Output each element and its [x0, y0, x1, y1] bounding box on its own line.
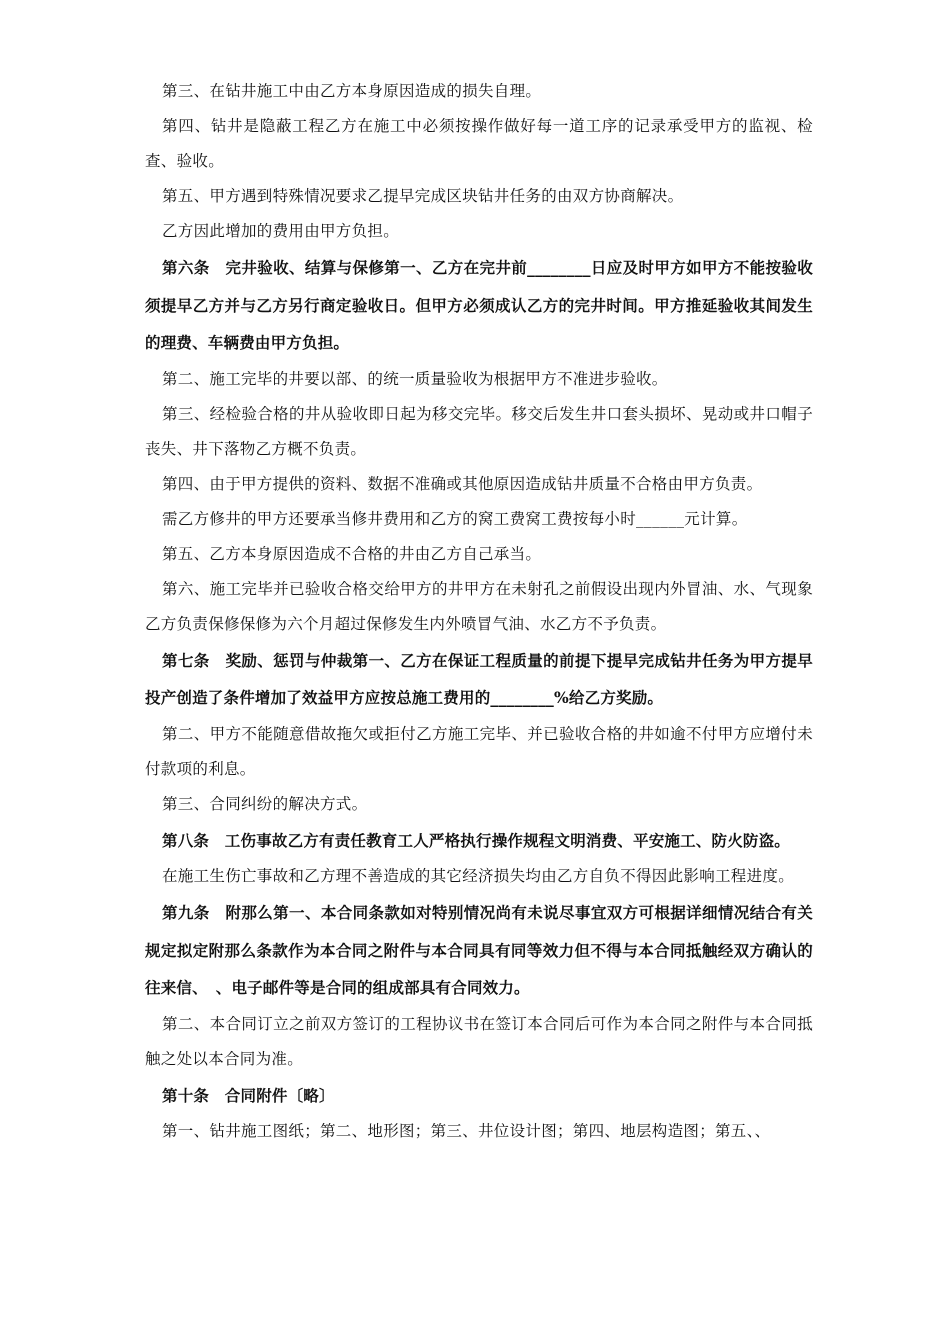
paragraph-18: 第二、本合同订立之前双方签订的工程协议书在签订本合同后可作为本合同之附件与本合同抵触之处以本合同为准。 — [145, 1014, 813, 1068]
paragraph-8: 第四、由于甲方提供的资料、数据不准确或其他原因造成钻井质量不合格由甲方负责。 — [162, 474, 763, 493]
paragraph-9: 需乙方修井的甲方还要承当修井费用和乙方的窝工费窝工费按每小时______元计算。 — [162, 509, 748, 528]
article-10-heading: 第十条 合同附件〔略〕 — [162, 1085, 335, 1105]
paragraph-20: 第一、钻井施工图纸；第二、地形图；第三、井位设计图；第四、地层构造图；第五、、 — [162, 1122, 771, 1140]
paragraph-2: 第四、钻井是隐蔽工程乙方在施工中必须按操作做好每一道工序的记录承受甲方的监视、检查、验收。 — [145, 117, 813, 170]
paragraph-16: 在施工生伤亡事故和乙方理不善造成的其它经济损失均由乙方自负不得因此影响工程进度。 — [162, 867, 795, 885]
article-8-heading: 第八条 工伤事故乙方有责任教育工人严格执行操作规程文明消费、平安施工、防火防盗。 — [162, 830, 791, 850]
document-page — [145, 74, 813, 1149]
article-9-heading: 第九条 附那么第一、本合同条款如对特别情况尚有未说尽事宜双方可根据详细情况结合有关规定拟定附那么条款作为本合同之附件与本合同具有同等效力但不得与本合同抵触经双方确认的往来信、 、电子邮件等是合同的组成部具有合同效力。 — [145, 903, 813, 997]
paragraph-11: 第六、施工完毕并已验收合格交给甲方的井甲方在未射孔之前假设出现内外冒油、水、气现象乙方负责保修保修为六个月超过保修发生内外喷冒气油、水乙方不予负责。 — [145, 579, 813, 633]
paragraph-7: 第三、经检验合格的井从验收即日起为移交完毕。移交后发生井口套头损坏、晃动或井口帽子丧失、井下落物乙方概不负责。 — [145, 404, 813, 458]
paragraph-3: 第五、甲方遇到特殊情况要求乙提早完成区块钻井任务的由双方协商解决。 — [162, 187, 684, 205]
paragraph-1: 第三、在钻井施工中由乙方本身原因造成的损失自理。 — [162, 82, 542, 100]
article-7-heading: 第七条 奖励、惩罚与仲裁第一、乙方在保证工程质量的前提下提早完成钻井任务为甲方提早投产创造了条件增加了效益甲方应按总施工费用的________%给乙方奖励。 — [145, 650, 813, 707]
paragraph-4: 乙方因此增加的费用由甲方负担。 — [162, 222, 400, 240]
paragraph-14: 第三、合同纠纷的解决方式。 — [162, 794, 368, 813]
article-6-heading: 第六条 完井验收、结算与保修第一、乙方在完井前________日应及时甲方如甲方不能按验收须提早乙方并与乙方另行商定验收日。但甲方必须成认乙方的完井时间。甲方推延验收其间发生的理费、车辆费由甲方负担。 — [145, 258, 813, 352]
paragraph-6: 第二、施工完毕的井要以部、的统一质量验收为根据甲方不准进步验收。 — [162, 369, 668, 388]
paragraph-10: 第五、乙方本身原因造成不合格的井由乙方自己承当。 — [162, 544, 542, 563]
paragraph-13: 第二、甲方不能随意借故拖欠或拒付乙方施工完毕、并已验收合格的井如逾不付甲方应增付未付款项的利息。 — [145, 724, 813, 778]
